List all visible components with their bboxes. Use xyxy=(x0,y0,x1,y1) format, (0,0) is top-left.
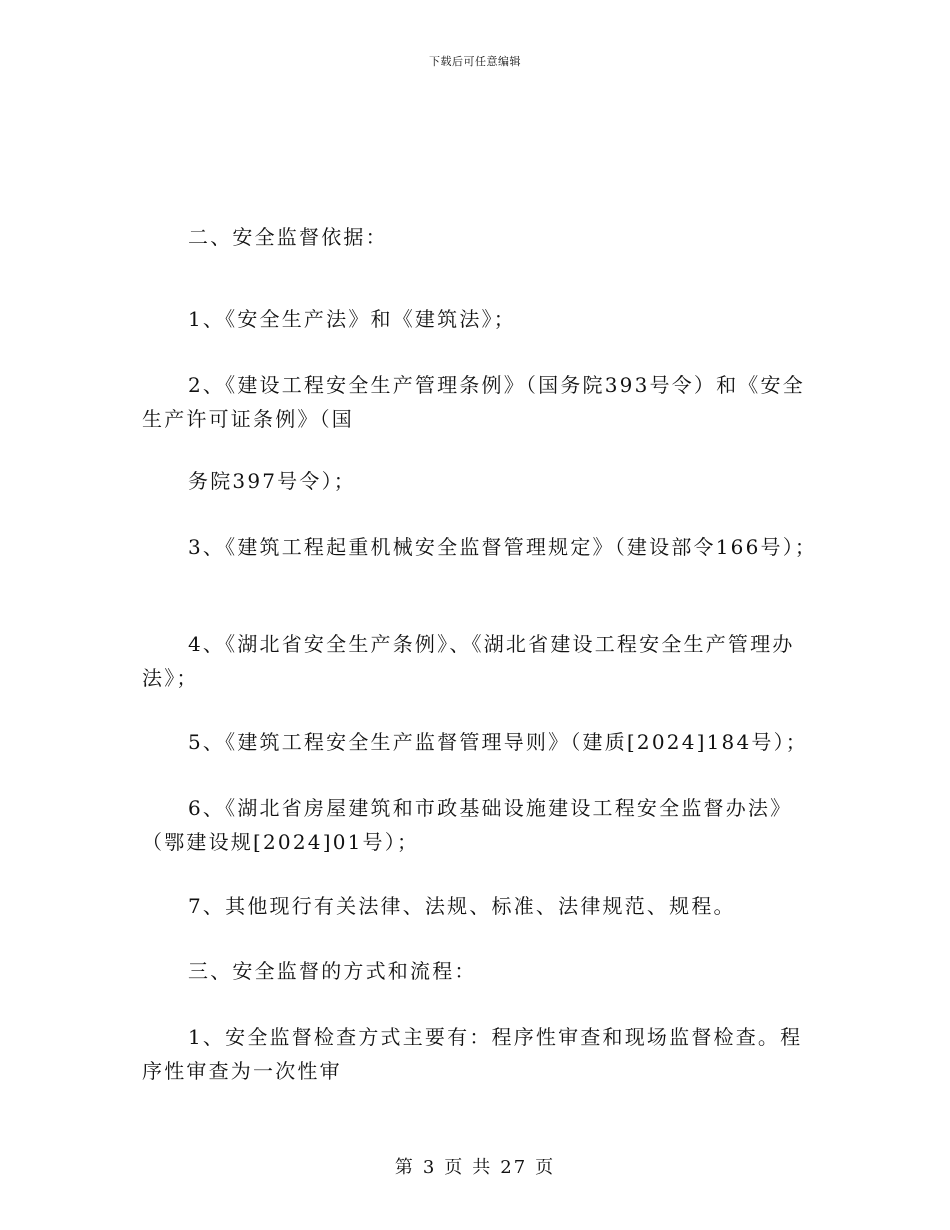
footer-total-word: 共 xyxy=(472,1157,493,1178)
section-heading-method: 三、安全监督的方式和流程： xyxy=(188,959,477,983)
list-item-continuation: 务院397号令）； xyxy=(188,469,356,493)
footer-prefix: 第 xyxy=(394,1157,415,1178)
list-item: 5、《建筑工程安全生产监督管理导则》（建质[2024]184号）； xyxy=(188,730,809,754)
list-item: 1、安全监督检查方式主要有：程序性审查和现场监督检查。程序性审查为一次性审 xyxy=(142,1025,803,1083)
list-item: 2、《建设工程安全生产管理条例》（国务院393号令）和《安全生产许可证条例》（国 xyxy=(142,373,805,431)
list-item: 7、其他现行有关法律、法规、标准、法律规范、规程。 xyxy=(188,894,736,918)
current-page-number: 3 xyxy=(422,1157,437,1178)
list-item: 6、《湖北省房屋建筑和市政基础设施建设工程安全监督办法》（鄂建设规[2024]01号）； xyxy=(142,796,793,854)
list-item: 3、《建筑工程起重机械安全监督管理规定》（建设部令166号）； xyxy=(188,535,818,559)
page-header-note: 下载后可任意编辑 xyxy=(429,55,521,68)
list-item: 1、《安全生产法》和《建筑法》； xyxy=(188,307,516,331)
total-page-count: 27 xyxy=(500,1157,528,1178)
section-heading-basis: 二、安全监督依据： xyxy=(188,225,388,249)
footer-suffix: 页 xyxy=(535,1157,556,1178)
footer-page-word: 页 xyxy=(444,1157,465,1178)
list-item: 4、《湖北省安全生产条例》、《湖北省建设工程安全生产管理办法》； xyxy=(142,632,795,690)
page-number-footer xyxy=(0,1153,950,1179)
